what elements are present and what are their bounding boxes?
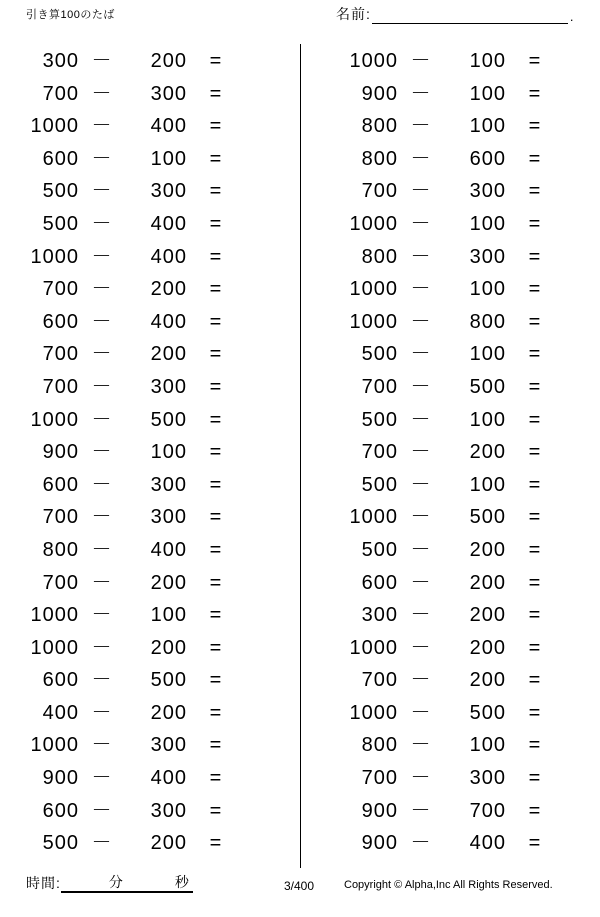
- problem-row: [0, 696, 300, 729]
- problem-column-left: [0, 44, 300, 868]
- time-label: 時間:: [26, 875, 61, 891]
- minus-operator: －: [410, 82, 432, 105]
- subtrahend: 400: [150, 310, 187, 333]
- minus-operator: －: [410, 115, 432, 138]
- problem-row: [0, 240, 300, 273]
- subtrahend: 300: [469, 180, 506, 203]
- equals-sign: =: [209, 180, 223, 203]
- minuend: 900: [361, 799, 398, 822]
- problem-row: [301, 696, 600, 729]
- minuend: 1000: [349, 278, 398, 301]
- minus-operator: －: [91, 571, 113, 594]
- minuend: 900: [361, 832, 398, 855]
- problem-row: [301, 663, 600, 696]
- minus-operator: －: [410, 50, 432, 72]
- equals-sign: =: [209, 473, 223, 496]
- minuend: 1000: [30, 604, 79, 627]
- problem-row: [301, 44, 600, 77]
- subtrahend: 300: [469, 245, 506, 268]
- problem-row: [301, 728, 600, 761]
- problem-row: [301, 598, 600, 631]
- equals-sign: =: [528, 212, 542, 235]
- minus-operator: －: [410, 245, 432, 268]
- problem-row: [0, 207, 300, 240]
- problem-column-right: [300, 44, 600, 868]
- minuend: 500: [361, 408, 398, 431]
- minuend: 1000: [30, 636, 79, 659]
- problem-row: [0, 598, 300, 631]
- minus-operator: －: [91, 375, 113, 398]
- problem-row: [0, 826, 300, 859]
- minus-operator: －: [410, 571, 432, 594]
- minuend: 500: [361, 473, 398, 496]
- equals-sign: =: [528, 701, 542, 724]
- equals-sign: =: [209, 538, 223, 561]
- equals-sign: =: [209, 212, 223, 235]
- minus-operator: －: [91, 278, 113, 301]
- equals-sign: =: [209, 767, 223, 790]
- name-trailing-dot: .: [569, 9, 574, 24]
- minuend: 600: [42, 473, 79, 496]
- minus-operator: －: [91, 767, 113, 790]
- minus-operator: －: [410, 408, 432, 431]
- page-number: 3/400: [284, 879, 315, 893]
- subtrahend: 500: [150, 669, 187, 692]
- equals-sign: =: [528, 669, 542, 692]
- equals-sign: =: [528, 441, 542, 464]
- subtrahend: 200: [150, 636, 187, 659]
- problem-row: [301, 207, 600, 240]
- minuend: 800: [361, 734, 398, 757]
- problem-row: [301, 761, 600, 794]
- subtrahend: 100: [150, 147, 187, 170]
- minus-operator: －: [91, 245, 113, 268]
- subtrahend: 200: [150, 832, 187, 855]
- minuend: 700: [42, 375, 79, 398]
- subtrahend: 700: [469, 799, 506, 822]
- equals-sign: =: [528, 832, 542, 855]
- minuend: 900: [361, 82, 398, 105]
- problem-row: [0, 370, 300, 403]
- minus-operator: －: [91, 604, 113, 627]
- equals-sign: =: [209, 799, 223, 822]
- equals-sign: =: [528, 375, 542, 398]
- subtrahend: 100: [469, 212, 506, 235]
- minuend: 600: [42, 799, 79, 822]
- minuend: 900: [42, 441, 79, 464]
- minuend: 700: [361, 669, 398, 692]
- minus-operator: －: [410, 767, 432, 790]
- minutes-unit-label: 分: [105, 873, 127, 893]
- problem-row: [301, 174, 600, 207]
- minuend: 700: [361, 767, 398, 790]
- equals-sign: =: [209, 636, 223, 659]
- equals-sign: =: [528, 147, 542, 170]
- minus-operator: －: [410, 212, 432, 235]
- problem-row: [301, 794, 600, 827]
- subtrahend: 100: [469, 115, 506, 138]
- problem-row: [0, 500, 300, 533]
- equals-sign: =: [209, 734, 223, 757]
- problem-row: [301, 272, 600, 305]
- minus-operator: －: [91, 310, 113, 333]
- minus-operator: －: [91, 115, 113, 138]
- minuend: 700: [42, 343, 79, 366]
- minus-operator: －: [410, 799, 432, 822]
- problem-row: [301, 305, 600, 338]
- subtrahend: 200: [469, 441, 506, 464]
- equals-sign: =: [528, 50, 542, 72]
- equals-sign: =: [209, 245, 223, 268]
- problem-row: [0, 533, 300, 566]
- subtrahend: 200: [469, 669, 506, 692]
- minuend: 1000: [30, 734, 79, 757]
- subtrahend: 100: [469, 50, 506, 72]
- problem-row: [0, 174, 300, 207]
- equals-sign: =: [209, 310, 223, 333]
- minuend: 700: [42, 278, 79, 301]
- problem-row: [0, 337, 300, 370]
- problem-row: [0, 631, 300, 664]
- subtrahend: 100: [150, 441, 187, 464]
- page-header: [0, 0, 600, 36]
- subtrahend: 100: [469, 278, 506, 301]
- subtrahend: 300: [150, 799, 187, 822]
- subtrahend: 100: [469, 408, 506, 431]
- minus-operator: －: [410, 832, 432, 855]
- subtrahend: 500: [469, 375, 506, 398]
- minus-operator: －: [410, 180, 432, 203]
- problem-row: [301, 370, 600, 403]
- minus-operator: －: [91, 441, 113, 464]
- minuend: 900: [42, 767, 79, 790]
- equals-sign: =: [528, 506, 542, 529]
- name-field-area: [336, 4, 574, 24]
- page-title: 引き算100のたば: [26, 9, 115, 21]
- problem-row: [301, 631, 600, 664]
- problem-row: [301, 142, 600, 175]
- subtrahend: 200: [469, 636, 506, 659]
- copyright-notice: Copyright © Alpha,Inc All Rights Reserved.: [344, 879, 553, 891]
- minuend: 700: [42, 571, 79, 594]
- minus-operator: －: [410, 701, 432, 724]
- minus-operator: －: [91, 180, 113, 203]
- minuend: 600: [42, 147, 79, 170]
- problem-row: [301, 468, 600, 501]
- minus-operator: －: [410, 441, 432, 464]
- problem-row: [0, 794, 300, 827]
- minus-operator: －: [91, 473, 113, 496]
- minuend: 300: [361, 604, 398, 627]
- minuend: 300: [42, 50, 79, 72]
- minus-operator: －: [91, 147, 113, 170]
- subtrahend: 600: [469, 147, 506, 170]
- subtrahend: 500: [150, 408, 187, 431]
- subtrahend: 300: [150, 82, 187, 105]
- subtrahend: 200: [150, 278, 187, 301]
- equals-sign: =: [528, 82, 542, 105]
- subtrahend: 200: [150, 701, 187, 724]
- problem-row: [301, 826, 600, 859]
- equals-sign: =: [528, 473, 542, 496]
- subtrahend: 300: [150, 734, 187, 757]
- subtrahend: 100: [469, 82, 506, 105]
- minuend: 1000: [349, 701, 398, 724]
- subtrahend: 200: [150, 343, 187, 366]
- equals-sign: =: [209, 571, 223, 594]
- equals-sign: =: [528, 245, 542, 268]
- minuend: 1000: [349, 212, 398, 235]
- minus-operator: －: [410, 147, 432, 170]
- minuend: 800: [361, 115, 398, 138]
- minus-operator: －: [410, 538, 432, 561]
- minuend: 500: [42, 832, 79, 855]
- subtrahend: 100: [150, 604, 187, 627]
- minus-operator: －: [410, 604, 432, 627]
- minuend: 800: [361, 147, 398, 170]
- problem-row: [301, 109, 600, 142]
- problem-row: [0, 44, 300, 77]
- minuend: 1000: [349, 636, 398, 659]
- minus-operator: －: [91, 343, 113, 366]
- problem-row: [301, 337, 600, 370]
- minus-operator: －: [91, 212, 113, 235]
- name-input-line[interactable]: [372, 6, 568, 24]
- equals-sign: =: [528, 636, 542, 659]
- equals-sign: =: [209, 604, 223, 627]
- minuend: 1000: [349, 506, 398, 529]
- subtrahend: 300: [469, 767, 506, 790]
- minus-operator: －: [91, 636, 113, 659]
- equals-sign: =: [528, 278, 542, 301]
- subtrahend: 400: [150, 212, 187, 235]
- subtrahend: 200: [150, 571, 187, 594]
- name-label: 名前:: [336, 6, 371, 22]
- subtrahend: 400: [150, 538, 187, 561]
- problem-row: [301, 500, 600, 533]
- subtrahend: 300: [150, 375, 187, 398]
- problem-row: [0, 663, 300, 696]
- minutes-input[interactable]: [61, 873, 105, 893]
- minus-operator: －: [91, 50, 113, 72]
- problem-row: [301, 435, 600, 468]
- problem-row: [0, 305, 300, 338]
- equals-sign: =: [528, 180, 542, 203]
- problem-row: [301, 403, 600, 436]
- problem-columns: [0, 44, 600, 868]
- subtrahend: 300: [150, 506, 187, 529]
- minus-operator: －: [410, 734, 432, 757]
- minuend: 800: [42, 538, 79, 561]
- equals-sign: =: [528, 343, 542, 366]
- equals-sign: =: [209, 832, 223, 855]
- minus-operator: －: [410, 473, 432, 496]
- minuend: 800: [361, 245, 398, 268]
- subtrahend: 100: [469, 473, 506, 496]
- minuend: 600: [42, 669, 79, 692]
- minus-operator: －: [410, 506, 432, 529]
- minuend: 700: [42, 506, 79, 529]
- equals-sign: =: [209, 701, 223, 724]
- minus-operator: －: [410, 375, 432, 398]
- minuend: 600: [42, 310, 79, 333]
- equals-sign: =: [528, 115, 542, 138]
- subtrahend: 500: [469, 701, 506, 724]
- equals-sign: =: [209, 669, 223, 692]
- equals-sign: =: [209, 375, 223, 398]
- minus-operator: －: [91, 734, 113, 757]
- problem-row: [301, 533, 600, 566]
- equals-sign: =: [209, 343, 223, 366]
- equals-sign: =: [528, 799, 542, 822]
- minuend: 1000: [30, 408, 79, 431]
- subtrahend: 200: [469, 604, 506, 627]
- subtrahend: 500: [469, 506, 506, 529]
- subtrahend: 200: [469, 538, 506, 561]
- minuend: 500: [42, 212, 79, 235]
- minus-operator: －: [91, 701, 113, 724]
- minus-operator: －: [410, 343, 432, 366]
- minuend: 1000: [30, 115, 79, 138]
- minuend: 1000: [349, 50, 398, 72]
- minuend: 700: [42, 82, 79, 105]
- subtrahend: 400: [150, 767, 187, 790]
- equals-sign: =: [528, 408, 542, 431]
- minus-operator: －: [91, 832, 113, 855]
- problem-row: [0, 566, 300, 599]
- equals-sign: =: [528, 538, 542, 561]
- subtrahend: 200: [150, 50, 187, 72]
- minus-operator: －: [91, 506, 113, 529]
- equals-sign: =: [209, 147, 223, 170]
- page-footer: [0, 873, 600, 903]
- equals-sign: =: [209, 82, 223, 105]
- subtrahend: 100: [469, 343, 506, 366]
- minus-operator: －: [410, 310, 432, 333]
- minuend: 700: [361, 375, 398, 398]
- minus-operator: －: [91, 408, 113, 431]
- problem-row: [0, 403, 300, 436]
- equals-sign: =: [528, 571, 542, 594]
- problem-row: [301, 240, 600, 273]
- equals-sign: =: [209, 441, 223, 464]
- subtrahend: 400: [150, 115, 187, 138]
- problem-row: [0, 468, 300, 501]
- problem-row: [0, 142, 300, 175]
- minus-operator: －: [410, 278, 432, 301]
- minuend: 500: [42, 180, 79, 203]
- minuend: 1000: [30, 245, 79, 268]
- subtrahend: 300: [150, 473, 187, 496]
- minus-operator: －: [410, 669, 432, 692]
- subtrahend: 400: [150, 245, 187, 268]
- seconds-input[interactable]: [127, 873, 171, 893]
- equals-sign: =: [209, 115, 223, 138]
- subtrahend: 400: [469, 832, 506, 855]
- minus-operator: －: [91, 669, 113, 692]
- problem-row: [0, 109, 300, 142]
- problem-row: [0, 77, 300, 110]
- problem-row: [0, 761, 300, 794]
- equals-sign: =: [209, 278, 223, 301]
- equals-sign: =: [528, 604, 542, 627]
- time-record-area: [26, 873, 193, 893]
- minuend: 400: [42, 701, 79, 724]
- equals-sign: =: [209, 506, 223, 529]
- minuend: 700: [361, 441, 398, 464]
- minuend: 1000: [349, 310, 398, 333]
- problem-row: [301, 566, 600, 599]
- minuend: 500: [361, 343, 398, 366]
- subtrahend: 800: [469, 310, 506, 333]
- minuend: 700: [361, 180, 398, 203]
- subtrahend: 100: [469, 734, 506, 757]
- minus-operator: －: [91, 799, 113, 822]
- equals-sign: =: [528, 310, 542, 333]
- minuend: 500: [361, 538, 398, 561]
- minus-operator: －: [91, 538, 113, 561]
- minus-operator: －: [91, 82, 113, 105]
- problem-row: [0, 728, 300, 761]
- subtrahend: 200: [469, 571, 506, 594]
- equals-sign: =: [209, 50, 223, 72]
- problem-row: [0, 272, 300, 305]
- seconds-unit-label: 秒: [171, 873, 193, 893]
- minuend: 600: [361, 571, 398, 594]
- subtrahend: 300: [150, 180, 187, 203]
- minus-operator: －: [410, 636, 432, 659]
- equals-sign: =: [528, 767, 542, 790]
- problem-row: [0, 435, 300, 468]
- problem-row: [301, 77, 600, 110]
- equals-sign: =: [528, 734, 542, 757]
- equals-sign: =: [209, 408, 223, 431]
